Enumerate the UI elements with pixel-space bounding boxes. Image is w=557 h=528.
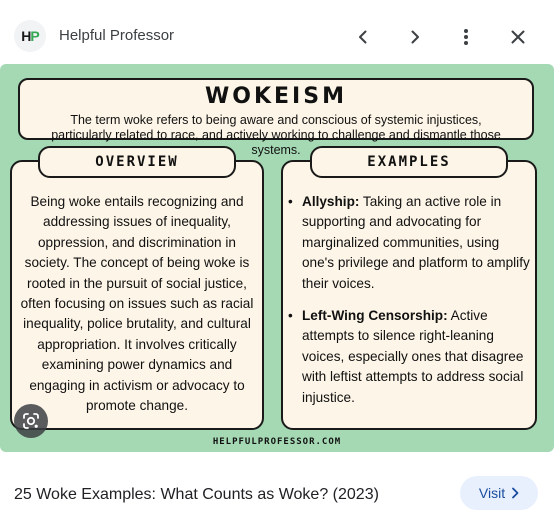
logo-letter-p: P bbox=[30, 28, 39, 44]
infographic-title: WOKEISM bbox=[205, 84, 347, 109]
example-term: Left-Wing Censorship: bbox=[302, 308, 448, 324]
visit-button[interactable] bbox=[460, 476, 538, 510]
close-button[interactable] bbox=[505, 24, 531, 50]
site-name[interactable]: Helpful Professor bbox=[59, 27, 175, 44]
visit-label: Visit bbox=[478, 485, 506, 501]
back-button[interactable] bbox=[350, 24, 376, 50]
example-item bbox=[286, 306, 532, 408]
more-vert-icon bbox=[458, 28, 474, 46]
chevron-left-icon bbox=[355, 29, 371, 45]
infographic-subtitle: The term woke refers to being aware and conscious of systemic injustices, particularly related to race, and actively working to challenge and dismantle those systems. bbox=[51, 113, 501, 157]
examples-heading: EXAMPLES bbox=[310, 146, 508, 178]
lens-search-button[interactable] bbox=[14, 404, 48, 438]
chevron-right-icon bbox=[511, 487, 519, 499]
chevron-right-icon bbox=[407, 29, 423, 45]
overview-text: Being woke entails recognizing and addressing issues of inequality, oppression, and discrimination in society. The concept of being woke is rooted in the pursuit of social justice, often focusing on issues such as racial inequality, police brutality, and cultural appropriation. It involves critically examining power dynamics and engaging in activism or advocacy to promote change. bbox=[20, 194, 254, 414]
examples-list bbox=[286, 192, 532, 420]
result-page-title[interactable]: 25 Woke Examples: What Counts as Woke? (2023) bbox=[14, 486, 379, 503]
overview-heading: OVERVIEW bbox=[38, 146, 236, 178]
title-card bbox=[18, 78, 534, 157]
example-description: Active attempts to silence right-leaning voices, especially ones that disagree with leftist attempts to address social injustice. bbox=[302, 308, 524, 405]
preview-image[interactable] bbox=[0, 64, 554, 452]
more-options-button[interactable] bbox=[453, 24, 479, 50]
forward-button[interactable] bbox=[402, 24, 428, 50]
logo-letter-h: H bbox=[21, 28, 31, 44]
close-icon bbox=[510, 29, 526, 45]
example-description: Taking an active role in supporting and advocating for marginalized communities, using one's privilege and platform to amplify their voices. bbox=[302, 194, 530, 291]
example-item bbox=[286, 192, 532, 294]
bullet-icon: • bbox=[288, 194, 293, 209]
bullet-icon: • bbox=[288, 308, 293, 324]
infographic-source-url: HELPFULPROFESSOR.COM bbox=[212, 437, 342, 447]
example-term: Allyship: bbox=[302, 194, 360, 209]
site-logo[interactable] bbox=[14, 20, 46, 52]
google-lens-icon bbox=[22, 412, 40, 430]
